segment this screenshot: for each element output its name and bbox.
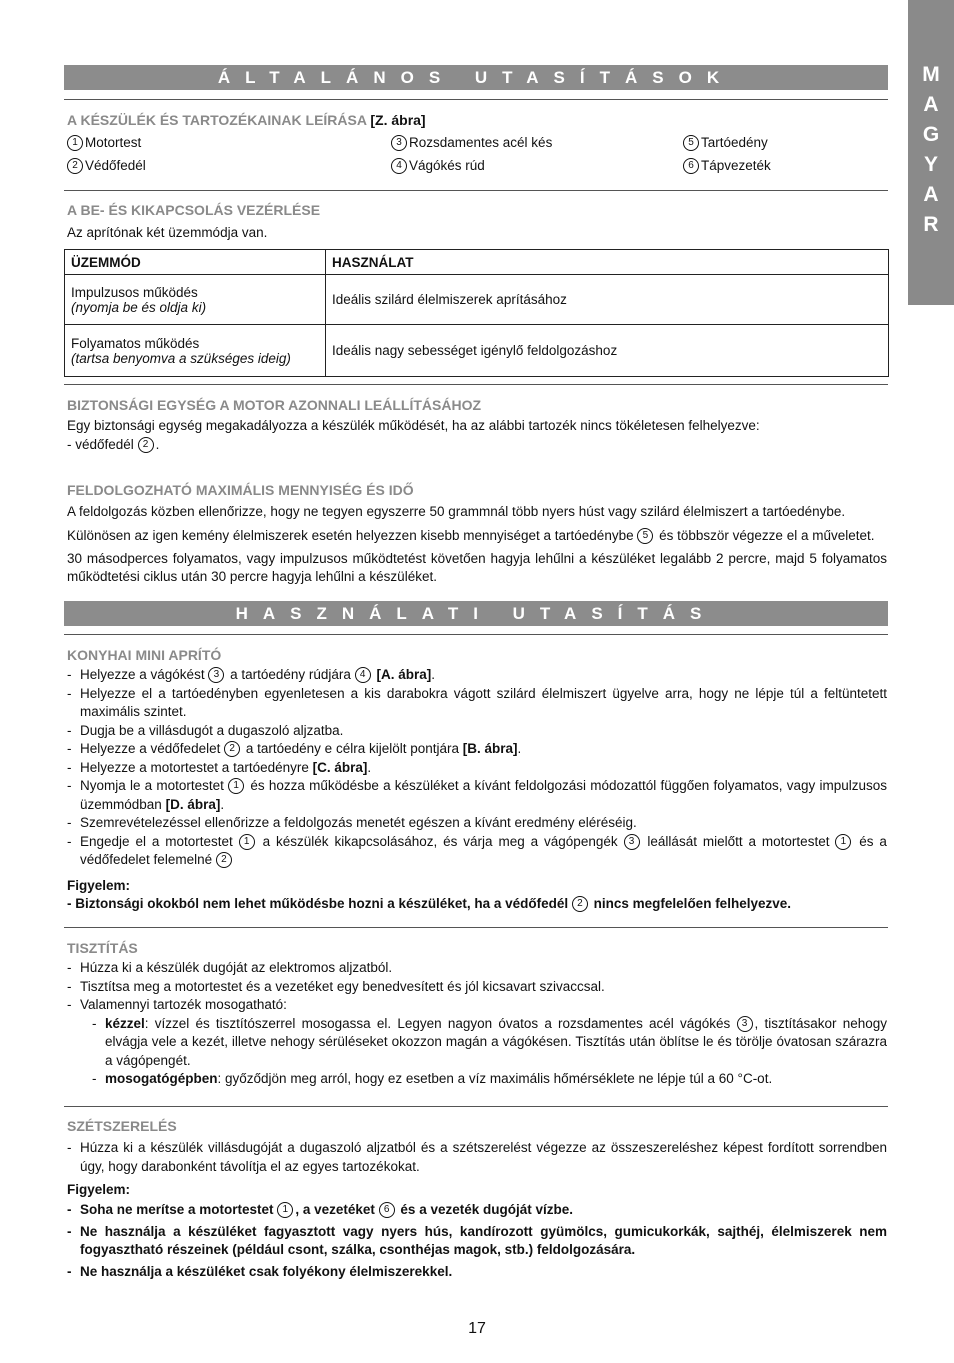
maxqty-p1: A feldolgozás közben ellenőrizze, hogy ne tegyen egyszerre 50 grammnál több nyers húst vagy szilárd élelmiszert a tartóedénybe. [67, 504, 846, 519]
tab-letter: R [923, 213, 939, 236]
divider [64, 190, 888, 191]
number-icon: 4 [355, 667, 371, 683]
use-cell: Ideális szilárd élelmiszerek aprításához [326, 275, 889, 325]
section-banner-usage: HASZNÁLATI UTASÍTÁS [64, 601, 888, 626]
tab-letter: G [922, 123, 940, 146]
part-item: 3 Rozsdamentes acél kés [391, 134, 552, 152]
number-icon: 2 [216, 852, 232, 868]
number-icon: 1 [835, 834, 851, 850]
header-cell: ÜZEMMÓD [65, 250, 326, 275]
disassembly-warning-label: Figyelem: [67, 1182, 131, 1197]
maxqty-p2: Különösen az igen kemény élelmiszerek esetén helyezzen kisebb mennyiséget a tartóedénybe 5 és többször végezze el a műveletet. [67, 528, 875, 543]
list-item: - Nyomja le a motortestet 1 és hozza működésbe a készüléket a kívánt feldolgozási módozattól függően folyamatos, vagy impulzusos üzemmódban [D. ábra]. [67, 777, 887, 814]
number-icon: 6 [683, 158, 699, 174]
tab-letter: M [922, 63, 940, 86]
number-icon: 4 [391, 158, 407, 174]
mode-cell: Folyamatos működés (tartsa benyomva a szükséges ideig) [65, 325, 326, 377]
divider [64, 927, 888, 928]
number-icon: 3 [208, 667, 224, 683]
part-item: 2 Védőfedél [67, 157, 146, 175]
number-icon: 5 [637, 528, 653, 544]
number-icon: 3 [624, 834, 640, 850]
list-item: - Valamennyi tartozék mosogatható: - kézzel: vízzel és tisztítószerrel mosogassa el. Legyen nagyon óvatos a rozsdamentes acél vágókés 3 , tisztításakor nehogy elvágja vele a kezét, illetve nehogy sérüléseket okozzon magán a vágókésen. Tisztítás után öblítse le és törölje óvatosan szárazra a vágópengét. - mosogatógépben: győződjön meg arról, hogy ez esetben a víz maximális hőmérséklete ne lépje túl a 60 °C-ot. [67, 996, 887, 1089]
disassembly-title: SZÉTSZERELÉS [67, 1118, 177, 1134]
list-item: - Szemrevételezéssel ellenőrizze a feldolgozás menetét egészen a kívánt eredmény eléréséig. [67, 814, 887, 833]
page-number: 17 [468, 1320, 486, 1337]
list-item: - Dugja be a villásdugót a dugaszoló aljzatba. [67, 722, 887, 741]
mini-steps [67, 666, 887, 870]
list-item: - Ne használja a készüléket csak folyékony élelmiszerekkel. [67, 1263, 887, 1282]
safety-item: - védőfedél 2 . [67, 437, 160, 452]
section-banner-general: ÁLTALÁNOS UTASÍTÁSOK [64, 65, 888, 90]
description-title: A KÉSZÜLÉK ÉS TARTOZÉKAINAK LEÍRÁSA [Z. ábra] [67, 112, 426, 128]
divider [64, 1106, 888, 1107]
disassembly-warnings [67, 1201, 887, 1281]
number-icon: 1 [239, 834, 255, 850]
list-item: - Engedje el a motortestet 1 a készülék kikapcsolásához, és várja meg a vágópengék 3 leállását mielőtt a motortestet 1 és a védőfedelet felemelné 2 [67, 833, 887, 870]
list-item: - Helyezze a motortestet a tartóedényre [C. ábra]. [67, 759, 887, 778]
list-item: - Soha ne merítse a motortestet 1 , a vezetéket 6 és a vezeték dugóját vízbe. [67, 1201, 887, 1220]
part-item: 4 Vágókés rúd [391, 157, 485, 175]
list-item: - Helyezze a vágókést 3 a tartóedény rúdjára 4 [A. ábra]. [67, 666, 887, 685]
cleaning-sublist [80, 1015, 887, 1089]
maxqty-title: FELDOLGOZHATÓ MAXIMÁLIS MENNYISÉG ÉS IDŐ [67, 482, 414, 498]
mini-warning: - Biztonsági okokból nem lehet működésbe hozni a készüléket, ha a védőfedél 2 nincs megfelelően felhelyezve. [67, 896, 791, 911]
use-cell: Ideális nagy sebességet igénylő feldolgozáshoz [326, 325, 889, 377]
safety-title: BIZTONSÁGI EGYSÉG A MOTOR AZONNALI LEÁLLÍTÁSÁHOZ [67, 397, 482, 413]
list-item: - Tisztítsa meg a motortestet és a vezetéket egy benedvesített és jól kicsavart szivaccsal. [67, 978, 887, 997]
tab-letter: A [923, 183, 939, 206]
number-icon: 2 [138, 437, 154, 453]
number-icon: 2 [224, 741, 240, 757]
table-row [65, 275, 889, 325]
part-item: 1 Motortest [67, 134, 141, 152]
list-item: - Húzza ki a készülék dugóját az elektromos aljzatból. [67, 959, 887, 978]
list-item: - mosogatógépben: győződjön meg arról, hogy ez esetben a víz maximális hőmérséklete ne lépje túl a 60 °C-ot. [92, 1070, 887, 1089]
onoff-title: A BE- ÉS KIKAPCSOLÁS VEZÉRLÉSE [67, 202, 321, 218]
number-icon: 6 [379, 1202, 395, 1218]
safety-text: Egy biztonsági egység megakadályozza a készülék működését, ha az alábbi tartozék nincs tökéletesen felhelyezve: [67, 418, 760, 433]
language-tab [908, 0, 954, 305]
part-item: 6 Tápvezeték [683, 157, 771, 175]
header-cell: HASZNÁLAT [326, 250, 889, 275]
number-icon: 1 [228, 778, 244, 794]
mode-cell: Impulzusos működés (nyomja be és oldja ki) [65, 275, 326, 325]
list-item: - kézzel: vízzel és tisztítószerrel mosogassa el. Legyen nagyon óvatos a rozsdamentes acél vágókés 3 , tisztításakor nehogy elvágja vele a kezét, illetve nehogy sérüléseket okozzon magán a vágókésen. Tisztítás után öblítse le és törölje óvatosan szárazra a vágópengét. [92, 1015, 887, 1071]
divider [64, 99, 888, 100]
part-item: 5 Tartóedény [683, 134, 768, 152]
mini-title: KONYHAI MINI APRÍTÓ [67, 647, 222, 663]
onoff-intro: Az aprítónak két üzemmódja van. [67, 225, 268, 240]
number-icon: 1 [277, 1202, 293, 1218]
cleaning-title: TISZTÍTÁS [67, 940, 138, 956]
number-icon: 3 [391, 135, 407, 151]
disassembly-steps [67, 1139, 887, 1176]
number-icon: 3 [737, 1016, 753, 1032]
maxqty-p3: 30 másodperces folyamatos, vagy impulzusos működtetést követően hagyja lehűlni a készüléket legalább 2 percre, majd 5 folyamatos működtetési ciklus után 30 percre hagyja lehűlni a készüléket. [67, 551, 887, 584]
table-row [65, 325, 889, 377]
tab-letter: A [923, 93, 939, 116]
mini-warning-label: Figyelem: [67, 878, 131, 893]
divider [64, 384, 888, 385]
list-item: - Helyezze a védőfedelet 2 a tartóedény e célra kijelölt pontjára [B. ábra]. [67, 740, 887, 759]
number-icon: 2 [572, 896, 588, 912]
table-header-row [65, 250, 889, 275]
divider [64, 634, 888, 635]
modes-table [64, 249, 889, 377]
number-icon: 1 [67, 135, 83, 151]
list-item: - Helyezze el a tartóedényben egyenletesen a kis darabokra vágott szilárd élelmiszert ügyelve arra, hogy ne lépje túl a feltüntetett maximális szintet. [67, 685, 887, 722]
list-item: - Húzza ki a készülék villásdugóját a dugaszoló aljzatból és a szétszerelést végezze az összeszereléshez képest fordított sorrendben úgy, hogy darabonként távolítja el az egyes tartozékokat. [67, 1139, 887, 1176]
list-item: - Ne használja a készüléket fagyasztott vagy nyers hús, kandírozott gyümölcs, gumicukorkák, sajthéj, élelmiszerek nem fogyasztható részeinek (például csont, szálka, csonthéjas magok, stb.) feldolgozására. [67, 1223, 887, 1260]
number-icon: 5 [683, 135, 699, 151]
tab-letter: Y [923, 153, 938, 176]
cleaning-steps [67, 959, 887, 1089]
number-icon: 2 [67, 158, 83, 174]
